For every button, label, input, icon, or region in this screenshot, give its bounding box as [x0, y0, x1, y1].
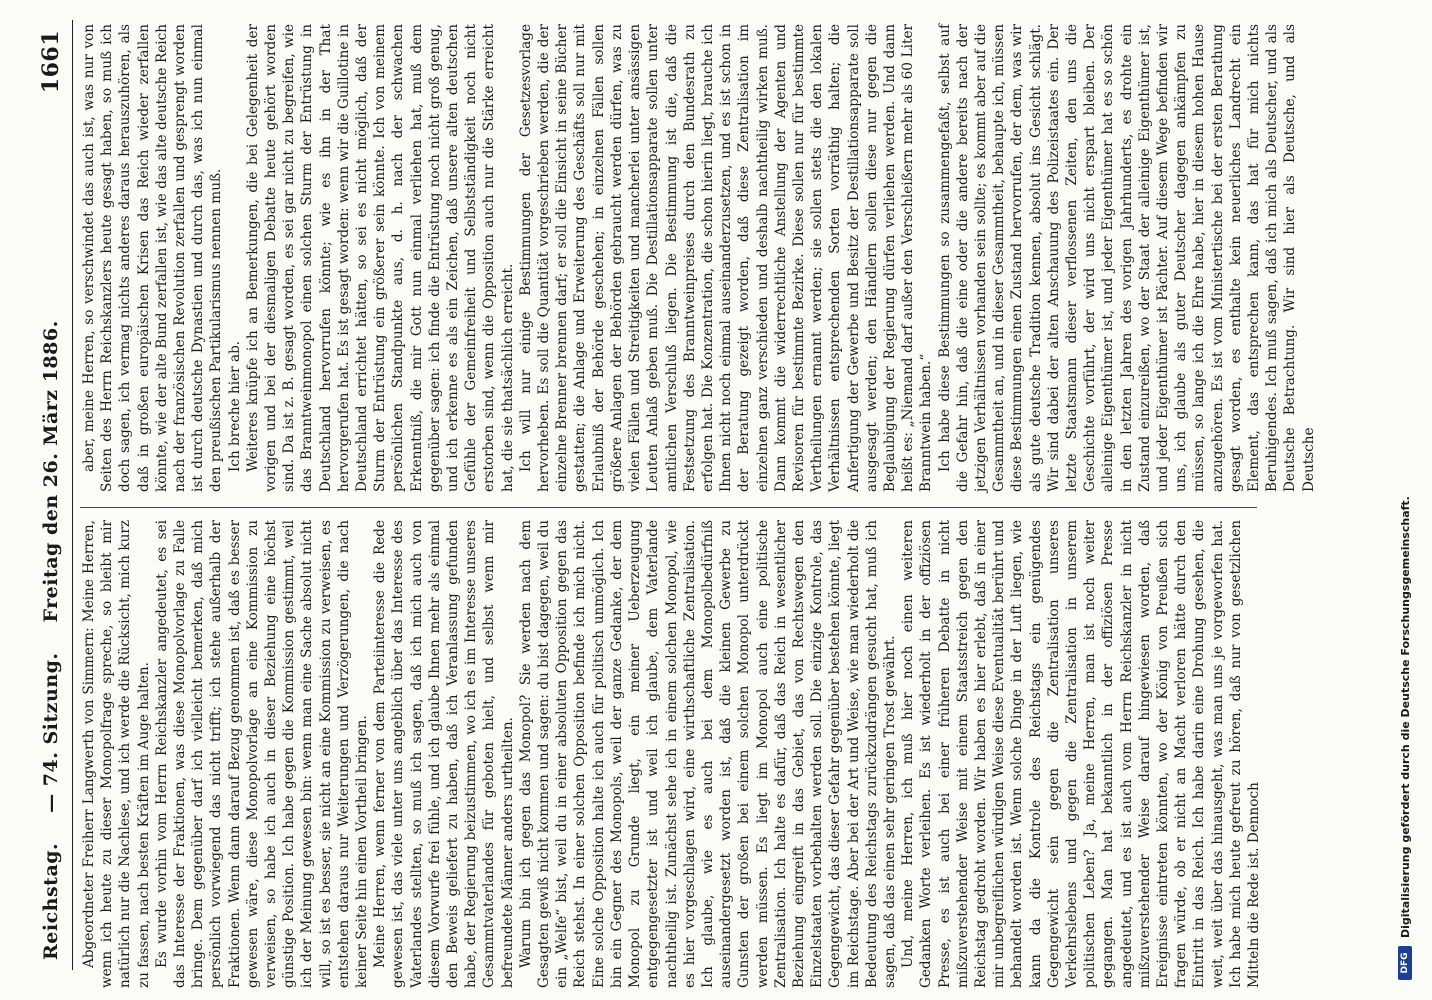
paragraph: Weiteres knüpfe ich an Bemerkungen, die bei Gelegenheit der vorigen und bei der diesmaligen Debatte heute gehört worden sind. Da ist z. B. gesagt worden, es sei gar nicht zu begreifen, wie das Branntweinmonopol einen solchen Sturm der Entrüstung in Deutschland hervorrufen könnte; wie es ihn in der That hervorgerufen hat. Es ist gesagt worden: wenn wir die Guillotine in Deutschland errichtet hätten, so sei es nicht möglich, daß der Sturm der Entrüstung ein größerer sein könnte. Ich von meinem persönlichen Standpunkte aus, d. h. nach der schwachen Erkenntniß, die mir Gott nun einmal verliehen hat, muß dem gegenüber sagen: ich finde die Entrüstung noch nicht groß genug, und ich erkenne es als ein Zeichen, daß unsere alten deutschen Gefühle der Gemeinfreiheit und Selbstständigkeit noch nicht erstorben sind, wenn die Opposition auch nur die Stärke erreicht hat, die sie thatsächlich erreicht. — [244, 24, 516, 492]
paragraph: Ich will nur einige Bestimmungen der Gesetzesvorlage hervorheben. Es soll die Quantität vorgeschrieben werden, die der einzelne Brenner brennen darf; er soll die Einsicht in seine Bücher gestatten; die Anlage und Erweiterung des Geschäfts soll nur mit Erlaubniß der Behörde geschehen; in einzelnen Fällen sollen größere Anlagen der Behörden gebraucht werden dürfen, was zu vielen Fällen und Streitigkeiten und mancherlei unter ansässigen Leuten Anlaß geben muß. Die Destillationsapparate sollen unter amtlichen Verschluß liegen. Die Bestimmung ist die, daß die Festsetzung des Branntweinpreises durch den Bundesrath zu erfolgen hat. Die Konzentration, die schon hierin liegt, brauche ich Ihnen nicht noch einmal auseinanderzusetzen, und es ist schon in der Beratung gezeigt worden, daß diese Zentralisation im einzelnen ganz verschieden und deshalb nachtheilig wirken muß. Dann kommt die widerrechtliche Anstellung der Agenten und Revisoren für bestimmte Bezirke. Diese sollen nur für bestimmte Vertheilungen ernannt werden; sie sollen stets die den lokalen Verhältnissen entsprechenden Sorten vorräthig halten; die Anfertigung der Gewerbe und Besitz der Destillationsapparate soll ausgesagt werden; den Händlern sollen diese nur gegen die Beglaubigung der Regierung dürfen verliehen werden. Und dann heißt es: „Niemand darf außer den Verschleißern mehr als 60 Liter Branntwein haben.“ — [517, 24, 935, 492]
header-rule — [72, 20, 73, 970]
page-header — [34, 30, 68, 960]
dfg-logo: DFG — [1398, 946, 1412, 980]
paragraph: Ich breche hier ab. — [226, 340, 243, 472]
page-number: 1661 — [38, 30, 64, 94]
footer-note: Digitalisierung gefördert durch die Deutsche Forschungsgemeinschaft. — [1398, 496, 1412, 938]
header-date: Freitag den 26. März 1886. — [40, 320, 62, 623]
paragraph: Meine Herren, wenn ferner von dem Parteiinteresse die Rede gewesen ist, das viele unter uns angeblich über das Interesse des Vaterlandes stellten, so muß ich sagen, daß ich mich auch von diesem Vorwurfe frei fühle, und ich glaube Ihnen mehr als einmal den Beweis geliefert zu haben, daß ich Veranlassung gefunden habe, der Regierung beizustimmen, wo ich es im Interesse unseres Gesammtvaterlandes für geboten hielt, und selbst wenn mir befreundete Männer anders urtheilten. — [372, 520, 516, 988]
paragraph: Und, meine Herren, ich muß hier noch einen weiteren Gedanken Worte verleihen. Es ist wiederholt in der offiziösen Presse, es ist auch bei einer früheren Debatte in nicht mißzuverstehender Weise mit einem Staatsstreich gegen den Reichstag gedroht worden. Wir haben es hier erlebt, daß in einer mir unbegreiflichen würdigen Weise diese Eventualität berührt und behandelt worden ist. Wenn solche Dinge in der Luft liegen, wie kann da die Kontrole des Reichstags ein genügendes Gegengewicht sein gegen die Zentralisation unseres Verkehrslebens und gegen die Zentralisation in unserem politischen Leben? Ja, meine Herren, man ist noch weiter gegangen. Man hat bekanntlich in der offiziösen Presse angedeutet, und es ist auch vom Herrn Reichskanzler in nicht mißzuverstehender Weise darauf hingewiesen worden, daß Ereignisse eintreten könnten, wo der König von Preußen sich fragen würde, ob er nicht an Macht verloren hätte durch den Eintritt in das Reich. Ich habe darin eine Drohung gesehen, die weit, weit über das hinausgeht, was man uns je vorgeworfen hat. Ich habe mich heute gefreut zu hören, daß nur von gesetzlichen Mitteln die Rede ist. Dennoch — [900, 520, 1262, 988]
paragraph: Ich habe diese Bestimmungen so zusammengefaßt, selbst auf die Gefahr hin, daß die eine oder die andere bereits nach der jetzigen Verhältnissen vorhanden sein sollte; es kommt aber auf die Gesammtheit an, und in dieser Gesammtheit, behaupte ich, müssen diese Bestimmungen einen Zustand hervorrufen, der dem, was wir als gute deutsche Tradition kennen, absolut ins Gesicht schlägt. Wir sind dabei der alten Anschauung des Polizeistaates ein. Der letzte Staatsmann dieser verflossenen Zeiten, den uns die Geschichte vorführt, der wird uns nicht erspart bleiben. Der alleinige Eigenthümer ist, und jeder Eigenthümer hat es so schön in den letzten Jahren des vorigen Jahrhunderts, es drohte ein Zustand einzureißen, wo der Staat der alleinige Eigenthümer ist, und jeder Eigenthümer ist Pächter. Auf diesem Wege befinden wir uns, ich glaube als guter Deutscher dagegen ankämpfen zu müssen, so lange ich die Ehre habe, hier in diesem hohen Hause anzugehören. Es ist vom Ministertische bei der ersten Berathung gesagt worden, es enthalte kein neuerliches Landrecht ein Element, das entsprechen kann, das hat für mich nichts Beruhigendes. Ich muß sagen, daß ich mich als Deutscher, und als Deutsche Betrachtung. Wir sind hier als Deutsche, und als Deutsche — [936, 24, 1317, 492]
text-column-left — [80, 520, 1262, 988]
paragraph: Warum bin ich gegen das Monopol? Sie werden nach dem Gesagten gewiß nicht kommen und sagen: du bist dagegen, weil du ein „Welfe“ bist, weil du in einer absoluten Opposition gegen das Reich stehst. In einer solchen Opposition befinde ich mich nicht. Eine solche Opposition halte ich auch für politisch unmöglich. Ich bin ein Gegner des Monopols, weil der ganze Gedanke, der dem Monopol zu Grunde liegt, ein meiner Ueberzeugung entgegengesetzter ist und weil ich glaube, dem Vaterlande nachtheilig ist. Zunächst sehe ich in einem solchen Monopol, wie es hier vorgeschlagen wird, eine wirthschaftliche Zentralisation. Ich glaube, wie es auch bei dem Monopolbedürfniß auseinandergesetzt worden ist, daß die kleinen Gewerbe zu Gunsten der großen bei einem solchen Monopol unterdrückt werden müssen. Es liegt im Monopol auch eine politische Zentralisation. Ich halte es dafür, daß das Reich in wesentlicher Beziehung eingreift in das Gebiet, das von Rechtswegen den Einzelstaaten vorbehalten werden soll. Die einzige Kontrole, das Gegengewicht, das dieser Gefahr gegenüber bestehen könnte, liegt im Reichstage. Aber bei der Art und Weise, wie man wiederholt die Bedeutung des Reichstags zurückzudrängen gesucht hat, muß ich sagen, daß das einen sehr geringen Trost gewährt. — [517, 520, 898, 988]
paragraph: aber, meine Herren, so verschwindet das auch ist, was nur von Seiten des Herrn Reichskanzlers heute gesagt haben, so muß ich doch sagen, ich vermag nichts anderes daraus herauszuhören, als daß in großen europäischen Krisen das Reich wieder zerfallen könnte, wie der alte Bund zerfallen ist, wie das alte deutsche Reich nach der französischen Revolution zerfallen und gesprengt worden ist durch deutsche Dynastien und durch das, was ich nun einmal den preußischen Partikularismus nennen muß. — [81, 24, 225, 492]
header-title: Reichstag. — [40, 842, 62, 960]
header-session: — 74. Sitzung. — [40, 652, 62, 813]
text-column-right — [80, 24, 1317, 492]
digitization-footer — [1388, 496, 1422, 980]
paragraph: Abgeordneter Freiherr Langwerth von Simmern: Meine Herren, wenn ich heute zu dieser Monopolfrage spreche, so bleibt mir natürlich nur die Nachlese, und ich werde die Rücksicht, mich kurz zu fassen, nach besten Kräften im Auge halten. — [81, 520, 152, 988]
column-divider — [80, 507, 1257, 508]
paragraph: Es wurde vorhin vom Herrn Reichskanzler angedeutet, es sei das Interesse der Fraktionen, was diese Monopolvorlage zu Falle bringe. Dem gegenüber darf ich vielleicht bemerken, daß mich persönlich vorwiegend das nicht trifft; ich stehe außerhalb der Fraktionen. Wenn dann darauf Bezug genommen ist, daß es besser gewesen wäre, diese Monopolvorlage an eine Kommission zu verweisen, so habe ich auch in dieser Beziehung eine höchst günstige Position. Ich habe gegen die Kommission gestimmt, weil ich der Meinung gewesen bin: wenn man eine Sache absolut nicht will, so ist es besser, sie nicht an eine Kommission zu verweisen, es entstehen daraus nur Weiterungen und Verzögerungen, die nach keiner Seite hin einen Vortheil bringen. — [153, 520, 371, 988]
